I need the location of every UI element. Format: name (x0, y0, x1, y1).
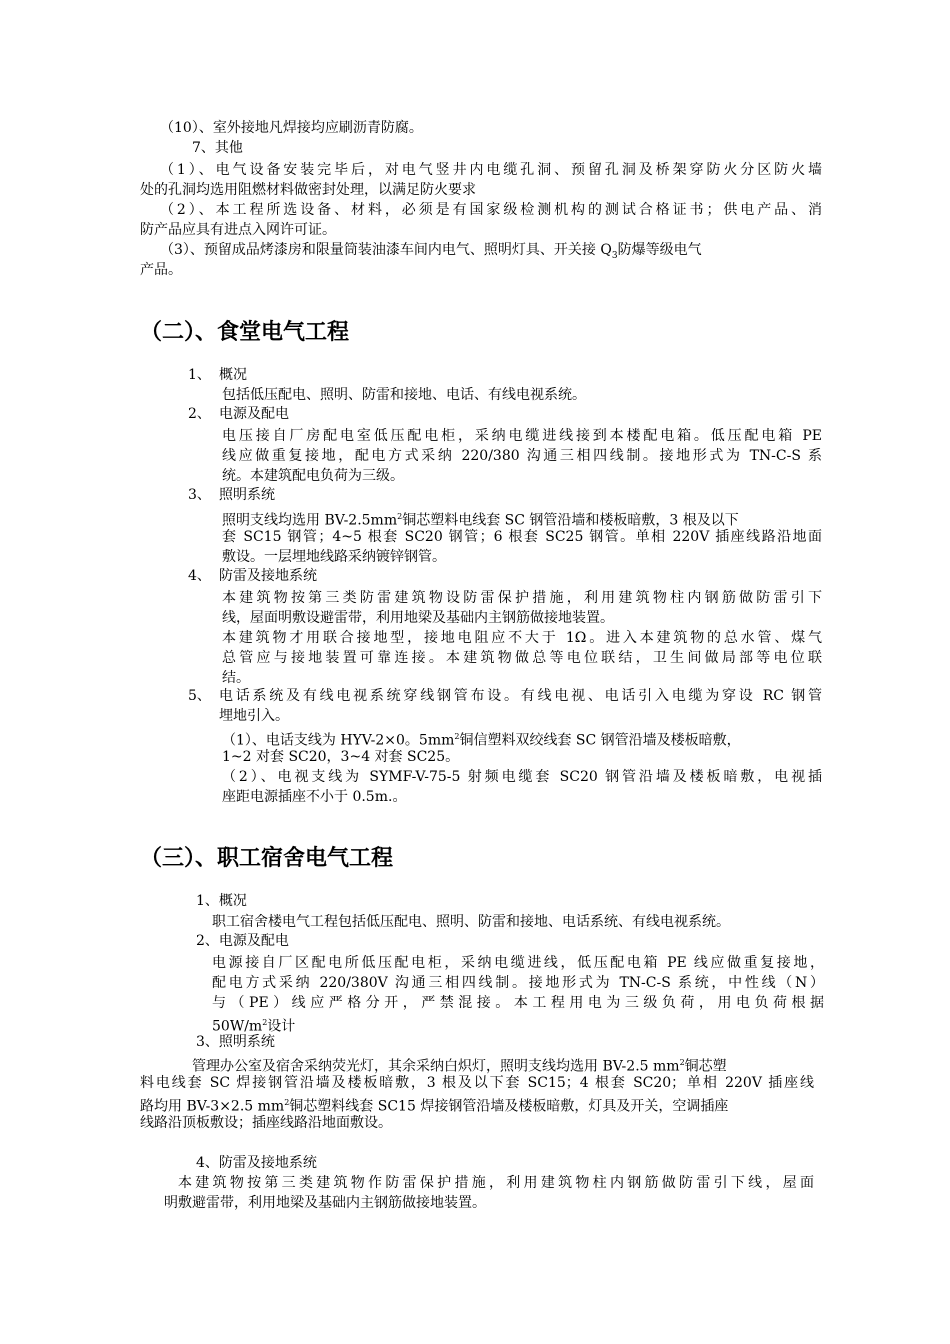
superscript: 2 (679, 1058, 685, 1067)
superscript: 2 (397, 512, 403, 521)
list-number: 5、 (188, 688, 211, 704)
superscript: 2 (262, 1018, 268, 1027)
paragraph-line: 1~2 对套 SC20，3~4 对套 SC25。 (222, 749, 460, 765)
paragraph-line: 线应做重复接地，配电方式采纳 220/380 沟通三相四线制。接地形式为 TN-C-S 系 (222, 448, 822, 464)
subscript: 3 (611, 250, 618, 261)
paragraph-line: （1）、电气设备安装完毕后，对电气竖井内电缆孔洞、预留孔洞及桥架穿防火分区防火墙 (160, 162, 822, 178)
list-number: 3、 (188, 487, 211, 503)
paragraph-line: 处的孔洞均选用阻燃材料做密封处理，以满足防火要求 (140, 182, 476, 198)
list-title: 1、概况 (196, 893, 247, 909)
superscript: 2 (454, 732, 460, 741)
text-run: 设计 (267, 1018, 296, 1035)
paragraph-line: 线路沿顶板敷设；插座线路沿地面敷设。 (140, 1115, 392, 1131)
subheading-other: 7、其他 (192, 140, 243, 156)
paragraph-line: 套 SC15 钢管；4~5 根套 SC20 钢管；6 根套 SC25 钢管。单相 220V 插座线路沿地面 (222, 529, 822, 545)
paragraph-line (160, 240, 822, 266)
section-heading-canteen: （二）、食堂电气工程 (140, 319, 350, 345)
list-number: 2、 (188, 406, 211, 422)
list-title: 照明系统 (219, 487, 275, 503)
paragraph-line: 本建筑物才用联合接地型，接地电阻应不大于 1Ω。进入本建筑物的总水管、煤气 (222, 630, 822, 646)
text-run: （1）、电话支线为 HYV-2×0。5mm (222, 732, 455, 749)
list-title: 电源及配电 (219, 406, 289, 422)
text-run: 防爆等级电气 (617, 242, 702, 258)
paragraph-line: （2）、本工程所选设备、材料，必须是有国家级检测机构的测试合格证书；供电产品、消 (160, 202, 822, 218)
paragraph-line: 电源接自厂区配电所低压配电柜，采纳电缆进线，低压配电箱 PE 线应做重复接地， (212, 955, 824, 971)
text-run: （3）、预留成品烤漆房和限量筒装油漆车间内电气、照明灯具、开关接 Q (160, 242, 612, 258)
list-number: 1、 (188, 367, 211, 383)
list-title: 3、照明系统 (196, 1034, 275, 1050)
text-run: 管理办公室及宿舍采纳荧光灯，其余采纳白炽灯，照明支线均选用 BV-2.5 mm (192, 1058, 680, 1075)
paragraph-line: 产品。 (140, 262, 182, 278)
text-run: 铜信塑料双绞线套 SC 钢管沿墙及楼板暗敷， (459, 732, 741, 749)
list-title: 防雷及接地系统 (219, 568, 317, 584)
paragraph-line: 总管应与接地装置可靠连接。本建筑物做总等电位联结，卫生间做局部等电位联 (222, 650, 822, 666)
paragraph-line: 统。本建筑配电负荷为三级。 (222, 468, 404, 484)
paragraph-line: （2）、电视支线为 SYMF-V-75-5 射频电缆套 SC20 钢管沿墙及楼板暗敷，电视插 (222, 769, 822, 785)
text-run: 铜芯塑料电线套 SC 钢管沿墙和楼板暗敷，3 根及以下 (402, 512, 739, 529)
paragraph-line: 座距电源插座不小于 0.5m.。 (222, 789, 407, 805)
list-title: 4、防雷及接地系统 (196, 1155, 317, 1171)
paragraph-line: 电压接自厂房配电室低压配电柜，采纳电缆进线接到本楼配电箱。低压配电箱 PE (222, 428, 822, 444)
text-run: 铜芯塑 (684, 1058, 727, 1075)
paragraph-line: 职工宿舍楼电气工程包括低压配电、照明、防雷和接地、电话系统、有线电视系统。 (212, 914, 730, 930)
paragraph-line: 与（PE）线应严格分开，严禁混接。本工程用电为三级负荷，用电负荷根据 (212, 995, 824, 1011)
superscript: 2 (284, 1098, 290, 1107)
paragraph-line: 料电线套 SC 焊接钢管沿墙及楼板暗敷，3 根及以下套 SC15；4 根套 SC20；单相 220V 插座线 (140, 1075, 814, 1091)
list-number: 4、 (188, 568, 211, 584)
paragraph-line: 线，屋面明敷设避雷带，利用地梁及基础内主钢筋做接地装置。 (222, 610, 614, 626)
paragraph-line: 结。 (222, 670, 250, 686)
paragraph-line: 本建筑物按第三类建筑物作防雷保护措施，利用建筑物柱内钢筋做防雷引下线，屋面 (178, 1175, 814, 1191)
section-heading-dormitory: （三）、职工宿舍电气工程 (140, 845, 394, 871)
text-run: 照明支线均选用 BV-2.5mm (222, 512, 398, 529)
paragraph-line: 本建筑物按第三类防雷建筑物设防雷保护措施，利用建筑物柱内钢筋做防雷引下 (222, 590, 822, 606)
text-run: 50W/m (212, 1018, 263, 1035)
item-10-text: （10）、室外接地凡焊接均应刷沥青防腐。 (160, 120, 423, 136)
list-title: 电话系统及有线电视系统穿线钢管布设。有线电视、电话引入电缆为穿设 RC 钢管 (219, 688, 822, 704)
paragraph-line: 配电方式采纳 220/380V 沟通三相四线制。接地形式为 TN-C-S 系统，中性线（N） (212, 975, 824, 991)
paragraph-line: 包括低压配电、照明、防雷和接地、电话、有线电视系统。 (222, 387, 586, 403)
paragraph-line: 防产品应具有进点入网许可证。 (140, 222, 336, 238)
paragraph-line: 埋地引入。 (219, 708, 289, 724)
text-run: 路均用 BV-3×2.5 mm (140, 1098, 285, 1115)
text-run: 铜芯塑料线套 SC15 焊接钢管沿墙及楼板暗敷，灯具及开关，空调插座 (289, 1098, 729, 1115)
list-title: 概况 (219, 367, 247, 383)
list-title: 2、电源及配电 (196, 933, 289, 949)
paragraph-line: 明敷避雷带，利用地梁及基础内主钢筋做接地装置。 (164, 1195, 486, 1211)
paragraph-line: 敷设。一层埋地线路采纳镀锌钢管。 (222, 549, 446, 565)
